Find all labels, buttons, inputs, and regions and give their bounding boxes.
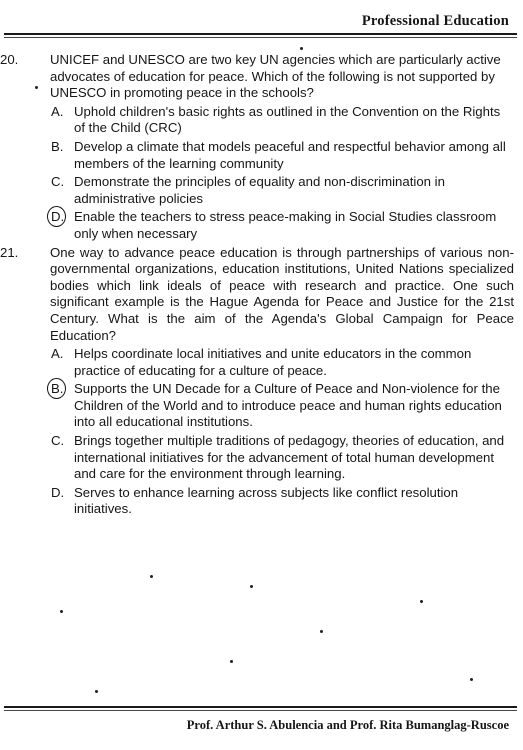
scan-speck xyxy=(320,630,323,633)
option-text: Brings together multiple traditions of pedagogy, theories of education, and international initiatives for the advancement of total human development and care for the environment through learning. xyxy=(74,433,505,482)
option-text: Demonstrate the principles of equality and non-discrimination in administrative policies xyxy=(74,174,445,206)
scan-speck xyxy=(35,86,38,89)
option-a xyxy=(50,346,514,379)
footer-authors: Prof. Arthur S. Abulencia and Prof. Rita Bumanglag-Ruscoe xyxy=(186,718,509,732)
option-c xyxy=(50,174,514,207)
question-number: 20. xyxy=(0,52,19,67)
page-header-title: Professional Education xyxy=(361,13,509,29)
header-rule-thin xyxy=(4,37,517,38)
option-letter: D. xyxy=(51,484,65,500)
question-20 xyxy=(0,52,514,243)
option-letter: A. xyxy=(51,103,64,119)
scan-speck xyxy=(250,585,253,588)
option-b xyxy=(50,139,514,172)
header-rule xyxy=(4,33,517,35)
option-d xyxy=(50,209,514,242)
question-text: UNICEF and UNESCO are two key UN agencies which are particularly active advocates of education for peace. Which of the following is not supported by UNESCO in promoting peace in the schools? xyxy=(50,52,501,101)
options-list xyxy=(50,346,514,518)
option-letter: B. xyxy=(51,138,64,154)
scan-speck xyxy=(150,575,153,578)
scan-speck xyxy=(300,47,303,50)
footer-rule-thin xyxy=(4,710,517,711)
footer-rule xyxy=(4,706,517,708)
question-number: 21. xyxy=(0,244,19,260)
option-letter: B. xyxy=(51,381,64,397)
option-text: Enable the teachers to stress peace-making in Social Studies classroom only when necessary xyxy=(74,209,497,241)
options-list xyxy=(50,104,514,243)
scan-speck xyxy=(230,660,233,663)
option-b xyxy=(50,381,514,431)
option-a xyxy=(50,104,514,137)
option-text: Helps coordinate local initiatives and unite educators in the common practice of educating for a culture of peace. xyxy=(74,346,472,378)
option-d xyxy=(50,485,514,518)
option-text: Uphold children's basic rights as outlined in the Convention on the Rights of the Child (CRC) xyxy=(74,103,501,136)
scan-speck xyxy=(470,678,473,681)
option-letter: A. xyxy=(51,346,64,362)
option-letter: D. xyxy=(51,209,65,225)
option-text: Develop a climate that models peaceful and respectful behavior among all members of the learning community xyxy=(74,138,506,171)
option-c xyxy=(50,433,514,483)
scan-speck xyxy=(95,690,98,693)
option-text: Serves to enhance learning across subjects like conflict resolution initiatives. xyxy=(74,484,459,517)
scan-speck xyxy=(60,610,63,613)
option-letter: C. xyxy=(51,433,65,449)
question-21 xyxy=(0,244,514,519)
question-text: One way to advance peace education is through partnerships of various non-governmental organizations, education institutions, United Nations specialized bodies which link ideals of peace with research and practice. One such significant example is the Hague Agenda for Peace and Justice for the 21st Century. What is the aim of the Agenda's Global Campaign for Peace Education? xyxy=(50,244,514,343)
page-content xyxy=(0,52,514,520)
scan-speck xyxy=(420,600,423,603)
option-text: Supports the UN Decade for a Culture of Peace and Non-violence for the Children of the World and to introduce peace and human rights education into all educational institutions. xyxy=(74,381,502,430)
option-letter: C. xyxy=(51,174,65,190)
